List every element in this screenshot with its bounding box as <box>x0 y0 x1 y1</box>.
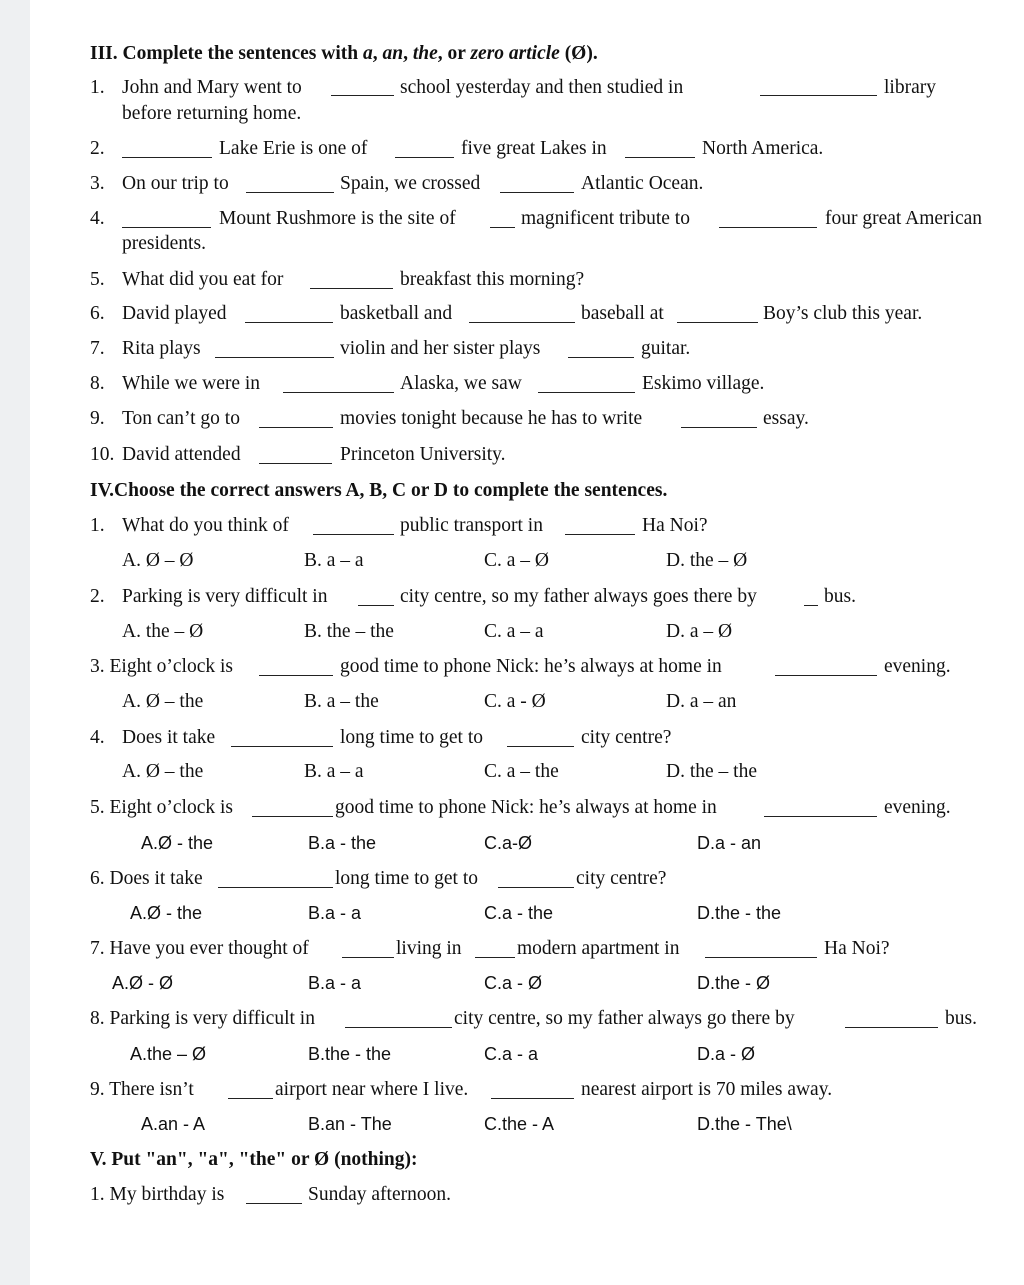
option-a[interactable]: A. Ø – the <box>122 761 204 782</box>
answer-blank[interactable] <box>246 192 334 193</box>
question-text: library <box>884 77 936 98</box>
question-number: 10. <box>90 444 115 465</box>
option-d[interactable]: D.the - the <box>697 903 782 923</box>
question-number: 3. <box>90 173 105 194</box>
option-b[interactable]: B.a - a <box>308 973 362 993</box>
question-text: Alaska, we saw <box>400 373 522 394</box>
question-number: 2. <box>90 586 105 607</box>
question-number: 6. <box>90 303 105 324</box>
question-text: airport near where I live. <box>275 1079 469 1100</box>
question-text: Atlantic Ocean. <box>581 173 704 194</box>
answer-blank[interactable] <box>259 427 333 428</box>
option-d[interactable]: D. a – an <box>666 691 737 712</box>
option-d[interactable]: D. a – Ø <box>666 621 733 642</box>
question-text: What did you eat for <box>122 269 284 290</box>
question-text: movies tonight because he has to write <box>340 408 643 429</box>
answer-blank[interactable] <box>469 322 575 323</box>
answer-blank[interactable] <box>625 157 695 158</box>
option-c[interactable]: C. a – a <box>484 621 544 642</box>
question-text: Does it take <box>122 727 216 748</box>
option-b[interactable]: B.the - the <box>308 1044 392 1064</box>
question-text: Boy’s club this year. <box>763 303 923 324</box>
question-number: 9. <box>90 408 105 429</box>
answer-blank[interactable] <box>122 157 212 158</box>
option-b[interactable]: B.an - The <box>308 1114 392 1134</box>
question-text: good time to phone Nick: he’s always at home in <box>340 656 722 677</box>
answer-blank[interactable] <box>705 957 817 958</box>
question-text: city centre, so my father always go there by <box>454 1008 795 1029</box>
question-text: Eskimo village. <box>642 373 765 394</box>
option-c[interactable]: C.a - the <box>484 903 554 923</box>
question-text: Ha Noi? <box>824 938 890 959</box>
question-text: North America. <box>702 138 824 159</box>
question-text: Mount Rushmore is the site of <box>219 208 456 229</box>
question-number: 4. <box>90 727 105 748</box>
question-text: On our trip to <box>122 173 229 194</box>
question-text: Parking is very difficult in <box>122 586 328 607</box>
option-a[interactable]: A. the – Ø <box>122 621 204 642</box>
option-a[interactable]: A.Ø - Ø <box>112 973 174 993</box>
answer-blank[interactable] <box>500 192 574 193</box>
question-text: guitar. <box>641 338 691 359</box>
option-a[interactable]: A. Ø – Ø <box>122 550 194 571</box>
answer-blank[interactable] <box>475 957 515 958</box>
answer-blank[interactable] <box>313 534 394 535</box>
question-text: city centre? <box>581 727 672 748</box>
option-a[interactable]: A.Ø - the <box>130 903 203 923</box>
option-b[interactable]: B. a – the <box>304 691 379 712</box>
question-text: baseball at <box>581 303 664 324</box>
option-a[interactable]: A. Ø – the <box>122 691 204 712</box>
answer-blank[interactable] <box>498 887 574 888</box>
question-text: basketball and <box>340 303 453 324</box>
option-d[interactable]: D.a - an <box>697 833 762 853</box>
question-text: David attended <box>122 444 241 465</box>
question-text: 6. Does it take <box>90 868 203 889</box>
question-text: evening. <box>884 656 951 677</box>
question-text: magnificent tribute to <box>521 208 690 229</box>
answer-blank[interactable] <box>283 392 394 393</box>
question-text: 1. My birthday is <box>90 1184 225 1205</box>
question-text: nearest airport is 70 miles away. <box>581 1079 833 1100</box>
answer-blank[interactable] <box>228 1098 273 1099</box>
question-text: city centre, so my father always goes there by <box>400 586 757 607</box>
answer-blank[interactable] <box>538 392 635 393</box>
question-text: living in <box>396 938 462 959</box>
answer-blank[interactable] <box>760 95 877 96</box>
question-text: public transport in <box>400 515 543 536</box>
question-text: five great Lakes in <box>461 138 607 159</box>
answer-blank[interactable] <box>122 227 211 228</box>
answer-blank[interactable] <box>491 1098 574 1099</box>
answer-blank[interactable] <box>568 357 634 358</box>
question-number: 4. <box>90 208 105 229</box>
section-4-heading: IV.Choose the correct answers A, B, C or D to complete the sentences. <box>90 480 668 501</box>
question-text: city centre? <box>576 868 667 889</box>
question-text: presidents. <box>122 233 206 254</box>
option-b[interactable]: B.a - the <box>308 833 377 853</box>
answer-blank[interactable] <box>764 816 877 817</box>
question-number: 2. <box>90 138 105 159</box>
question-text: Rita plays <box>122 338 201 359</box>
answer-blank[interactable] <box>259 463 332 464</box>
question-text: breakfast this morning? <box>400 269 585 290</box>
option-d[interactable]: D. the – the <box>666 761 757 782</box>
question-text: good time to phone Nick: he’s always at home in <box>335 797 717 818</box>
answer-blank[interactable] <box>246 1203 302 1204</box>
option-c[interactable]: C.a - a <box>484 1044 539 1064</box>
question-text: before returning home. <box>122 103 302 124</box>
answer-blank[interactable] <box>310 288 393 289</box>
answer-blank[interactable] <box>804 605 818 606</box>
question-text: four great American <box>825 208 983 229</box>
option-b[interactable]: B.a - a <box>308 903 362 923</box>
question-text: violin and her sister plays <box>340 338 541 359</box>
question-text: bus. <box>824 586 856 607</box>
question-text: What do you think of <box>122 515 289 536</box>
option-a[interactable]: A.Ø - the <box>141 833 214 853</box>
answer-blank[interactable] <box>259 675 333 676</box>
answer-blank[interactable] <box>565 534 635 535</box>
answer-blank[interactable] <box>252 816 333 817</box>
option-c[interactable]: C. a – the <box>484 761 559 782</box>
option-c[interactable]: C.the - A <box>484 1114 555 1134</box>
answer-blank[interactable] <box>331 95 394 96</box>
question-text: While we were in <box>122 373 261 394</box>
option-d[interactable]: D.a - Ø <box>697 1044 756 1064</box>
option-c[interactable]: C. a - Ø <box>484 691 546 712</box>
answer-blank[interactable] <box>677 322 758 323</box>
answer-blank[interactable] <box>358 605 394 606</box>
answer-blank[interactable] <box>218 887 333 888</box>
answer-blank[interactable] <box>775 675 877 676</box>
section-3-heading: III. Complete the sentences with a, an, the, or zero article (Ø). <box>90 43 598 64</box>
answer-blank[interactable] <box>345 1027 452 1028</box>
question-text: Princeton University. <box>340 444 506 465</box>
question-number: 5. <box>90 269 105 290</box>
option-a[interactable]: A.an - A <box>141 1114 206 1134</box>
question-text: evening. <box>884 797 951 818</box>
question-text: Spain, we crossed <box>340 173 481 194</box>
question-text: long time to get to <box>340 727 483 748</box>
question-text: modern apartment in <box>517 938 680 959</box>
question-text: Lake Erie is one of <box>219 138 368 159</box>
option-b[interactable]: B. a – a <box>304 550 364 571</box>
option-c[interactable]: C.a-Ø <box>484 833 533 853</box>
question-text: David played <box>122 303 227 324</box>
question-text: Sunday afternoon. <box>308 1184 451 1205</box>
question-text: school yesterday and then studied in <box>400 77 684 98</box>
question-text: long time to get to <box>335 868 478 889</box>
answer-blank[interactable] <box>490 227 515 228</box>
question-text: John and Mary went to <box>122 77 302 98</box>
section-5-heading: V. Put "an", "a", "the" or Ø (nothing): <box>90 1149 418 1170</box>
question-text: Ton can’t go to <box>122 408 240 429</box>
option-c[interactable]: C.a - Ø <box>484 973 543 993</box>
option-d[interactable]: D. the – Ø <box>666 550 748 571</box>
option-c[interactable]: C. a – Ø <box>484 550 549 571</box>
question-text: 9. There isn’t <box>90 1079 194 1100</box>
question-text: essay. <box>763 408 809 429</box>
option-b[interactable]: B. a – a <box>304 761 364 782</box>
question-text: 8. Parking is very difficult in <box>90 1008 315 1029</box>
answer-blank[interactable] <box>681 427 757 428</box>
answer-blank[interactable] <box>845 1027 938 1028</box>
answer-blank[interactable] <box>507 746 574 747</box>
answer-blank[interactable] <box>342 957 394 958</box>
option-d[interactable]: D.the - Ø <box>697 973 771 993</box>
question-number: 1. <box>90 515 105 536</box>
question-number: 1. <box>90 77 105 98</box>
question-text: 7. Have you ever thought of <box>90 938 309 959</box>
question-text: bus. <box>945 1008 977 1029</box>
answer-blank[interactable] <box>395 157 454 158</box>
answer-blank[interactable] <box>215 357 334 358</box>
question-text: 3. Eight o’clock is <box>90 656 233 677</box>
question-number: 7. <box>90 338 105 359</box>
question-text: Ha Noi? <box>642 515 708 536</box>
question-text: 5. Eight o’clock is <box>90 797 233 818</box>
question-number: 8. <box>90 373 105 394</box>
answer-blank[interactable] <box>719 227 817 228</box>
answer-blank[interactable] <box>245 322 333 323</box>
option-d[interactable]: D.the - The\ <box>697 1114 792 1134</box>
answer-blank[interactable] <box>231 746 333 747</box>
option-a[interactable]: A.the – Ø <box>130 1044 207 1064</box>
option-b[interactable]: B. the – the <box>304 621 394 642</box>
